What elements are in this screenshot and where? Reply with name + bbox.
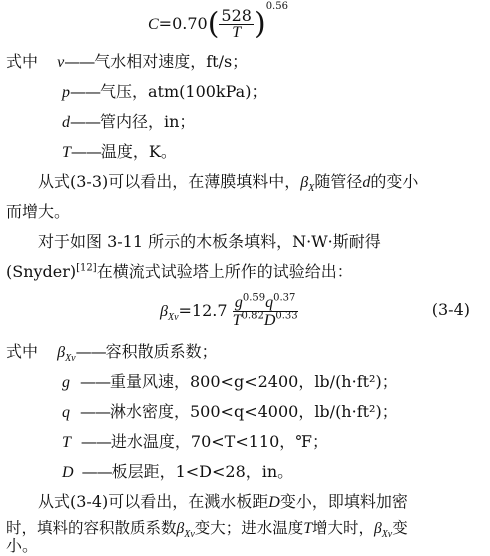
para1-line1	[38, 172, 418, 193]
beta-symbol: β	[373, 520, 382, 537]
text: 在横流式试验塔上所作的试验给出：	[96, 262, 353, 281]
text: 时，填料的容积散质系数	[6, 519, 177, 537]
para3-line3	[6, 536, 38, 556]
beta-symbol: β	[300, 174, 309, 191]
symbol-q: q	[62, 404, 70, 421]
dash: ——	[70, 142, 101, 161]
symbol-v: v	[57, 54, 65, 71]
formula-exponent: 0.56	[265, 0, 288, 12]
fraction-numerator	[233, 294, 298, 312]
para3-line2	[6, 518, 408, 539]
text: 从式(3-3)可以看出，在薄膜填料中，	[38, 172, 301, 191]
where2-row-q	[62, 402, 398, 423]
symbol-d: D	[62, 464, 74, 481]
formula-coef: =12.7	[178, 301, 228, 320]
fraction	[233, 294, 298, 329]
text: 变小，即填料加密	[279, 492, 408, 511]
exponent: 0.82	[241, 310, 264, 322]
symbol-p: p	[62, 84, 70, 101]
equation-number: (3-4)	[431, 300, 470, 319]
beta-subscript: Xv	[184, 529, 195, 541]
desc-t: 温度，K。	[100, 142, 177, 161]
fraction-numerator: 528	[221, 6, 252, 25]
desc-d: 板层距，1<D<28，in。	[111, 462, 294, 481]
text: 小。	[6, 536, 39, 555]
symbol-t: T	[62, 144, 71, 161]
symbol-g: g	[62, 374, 70, 391]
dash: ——	[80, 372, 110, 391]
symbol-d: D	[263, 312, 276, 329]
text: 增大时，	[311, 519, 374, 537]
formula-c	[148, 0, 288, 42]
desc-d: 管内径，in；	[100, 112, 196, 131]
beta-symbol: β	[176, 520, 185, 537]
dash: ——	[75, 342, 106, 361]
citation: [12]	[76, 262, 97, 274]
text: 变	[392, 519, 408, 537]
where1-row-d	[62, 112, 195, 133]
where1-row-t	[62, 142, 177, 163]
paren-right: )	[253, 6, 266, 42]
text: 对于如图 3-11 所示的木板条填料，N·W·斯耐得	[38, 232, 381, 251]
dash: ——	[80, 432, 111, 451]
symbol-d: d	[62, 114, 70, 131]
desc-t: 进水温度，70<T<110，℉；	[110, 432, 329, 451]
text: 而增大。	[6, 202, 71, 221]
fraction-denominator: T	[232, 24, 242, 41]
where-prefix: 式中	[6, 52, 39, 71]
formula-coef: =0.70	[158, 14, 208, 33]
where2-row-d	[62, 462, 293, 483]
para3-line1	[38, 492, 408, 513]
symbol-t: T	[232, 312, 242, 329]
formula-lhs: C	[148, 16, 159, 33]
para1-line2	[6, 202, 70, 222]
fraction	[219, 8, 254, 41]
dash: ——	[64, 52, 95, 71]
where1-row-v	[6, 52, 248, 73]
where1-row-p	[62, 82, 267, 103]
exponent: 0.37	[273, 292, 296, 304]
para2-line1	[38, 232, 381, 252]
text: 从式(3-4)可以看出，在溅水板距	[38, 492, 269, 511]
where2-row-beta	[6, 342, 218, 363]
where2-row-g	[62, 372, 398, 393]
beta-subscript: Xv	[381, 529, 393, 541]
beta-symbol: β	[57, 344, 66, 361]
symbol-d: D	[268, 494, 280, 511]
dash: ——	[81, 462, 112, 481]
formula-lhs-subscript: Xv	[167, 312, 179, 324]
beta-subscript: X	[308, 183, 315, 195]
paren-left: (	[207, 6, 220, 42]
text: 的变小	[370, 172, 419, 191]
desc-g: 重量风速，800<g<2400，lb/(h·ft²)；	[110, 372, 398, 391]
symbol-q: q	[265, 294, 274, 311]
exponent: 0.59	[242, 292, 266, 304]
desc-beta: 容积散质系数；	[105, 342, 218, 361]
beta-subscript: Xv	[65, 353, 76, 365]
symbol-t: T	[303, 520, 312, 537]
desc-v: 气水相对速度，ft/s；	[94, 52, 249, 71]
fraction-denominator	[233, 312, 298, 329]
para2-line2	[6, 262, 353, 282]
where2-row-t	[62, 432, 328, 453]
where-prefix: 式中	[6, 342, 39, 361]
symbol-g: g	[234, 294, 243, 311]
dash: ——	[80, 402, 110, 421]
formula-lhs: β	[160, 303, 168, 320]
text: 随管径	[314, 172, 363, 191]
exponent: 0.33	[275, 310, 298, 322]
desc-q: 淋水密度，500<q<4000，lb/(h·ft²)；	[110, 402, 398, 421]
dash: ——	[70, 82, 100, 101]
symbol-t: T	[62, 434, 71, 451]
desc-p: 气压，atm(100kPa)；	[100, 82, 268, 101]
text: 变大；进水温度	[194, 519, 304, 537]
text: (Snyder)	[6, 262, 77, 281]
dash: ——	[70, 112, 100, 131]
formula-beta	[160, 294, 298, 329]
symbol-d: d	[362, 174, 371, 191]
